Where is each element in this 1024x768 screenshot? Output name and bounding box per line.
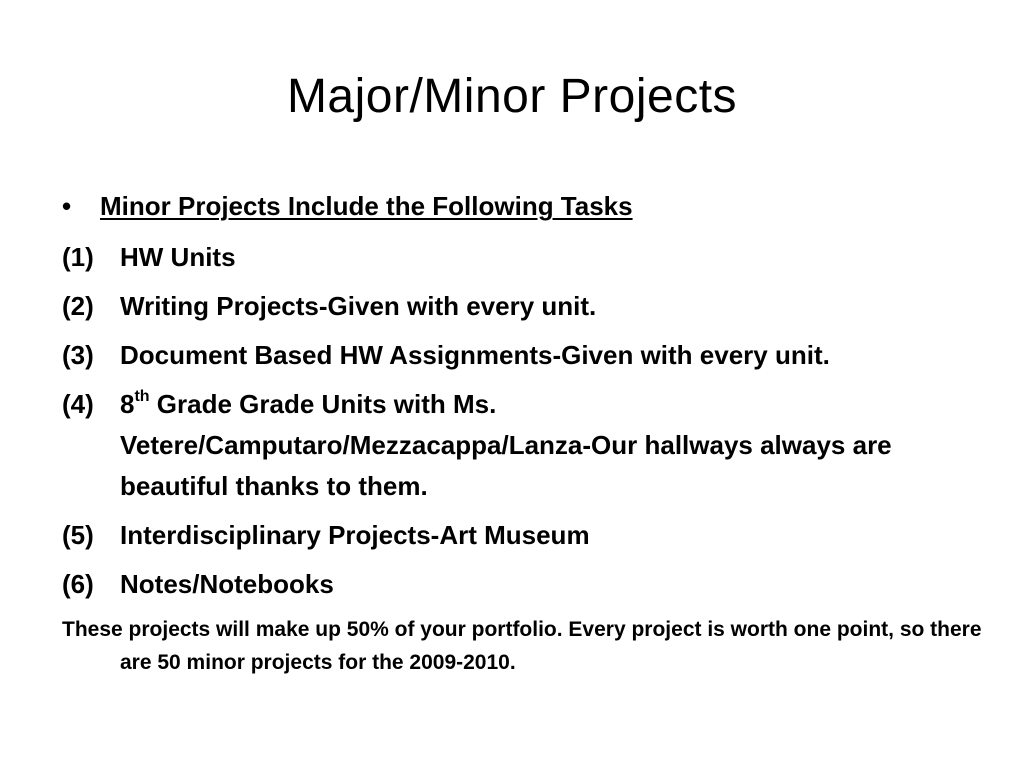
section-heading: Minor Projects Include the Following Tasks <box>100 191 633 221</box>
list-item-number: (5) <box>62 520 94 550</box>
list-item-text: HW Units <box>120 242 236 272</box>
slide-body <box>62 184 982 679</box>
list-item <box>62 286 982 327</box>
list-item-number: (4) <box>62 389 94 419</box>
list-item-text-post: Grade Grade Units with Ms. Vetere/Camputaro/Mezzacappa/Lanza-Our hallways always are beautiful thanks to them. <box>120 389 892 501</box>
list-item-text: Interdisciplinary Projects-Art Museum <box>120 520 590 550</box>
list-item <box>62 335 982 376</box>
bullet-heading-row <box>62 184 982 229</box>
list-item-text-pre: 8 <box>120 389 135 419</box>
list-item-text: Notes/Notebooks <box>120 569 334 599</box>
list-item-number: (3) <box>62 340 94 370</box>
list-item <box>62 237 982 278</box>
list-item-number: (2) <box>62 291 94 321</box>
list-item-text: Document Based HW Assignments-Given with every unit. <box>120 340 830 370</box>
list-item-number: (6) <box>62 569 94 599</box>
bullet-icon: • <box>62 191 72 221</box>
list-item <box>62 515 982 556</box>
list-item <box>62 564 982 605</box>
slide-title: Major/Minor Projects <box>286 70 738 123</box>
footer-note: These projects will make up 50% of your portfolio. Every project is worth one point, so there are 50 minor projects for the 2009-2010. <box>62 618 982 674</box>
list-item-text: Writing Projects-Given with every unit. <box>120 291 597 321</box>
ordinal-superscript: th <box>134 388 150 405</box>
list-item-text <box>120 384 960 507</box>
list-item-number: (1) <box>62 242 94 272</box>
list-item <box>62 384 982 507</box>
